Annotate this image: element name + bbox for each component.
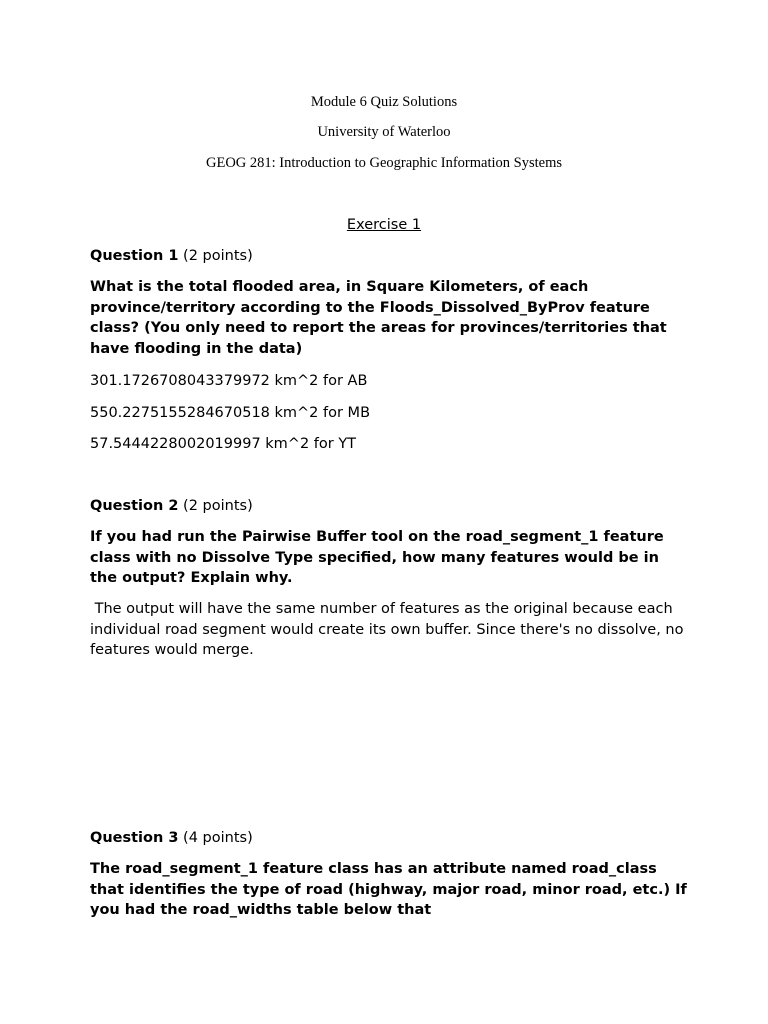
course-name: GEOG 281: Introduction to Geographic Information Systems xyxy=(206,155,562,171)
question-1-prompt: What is the total flooded area, in Square Kilometers, of each province/territory according to the Floods_Dissolved_ByProv feature class? (You only need to report the areas for provinces/territories that have flooding in the data) xyxy=(90,279,667,358)
question-1-label: Question 1 xyxy=(90,248,179,264)
question-2-heading xyxy=(90,496,690,517)
exercise-heading xyxy=(0,216,768,234)
question-1-answer-mb: 550.2275155284670518 km^2 for MB xyxy=(90,405,371,421)
document-title: Module 6 Quiz Solutions xyxy=(310,94,458,110)
question-3-label: Question 3 xyxy=(90,830,179,846)
question-3-heading xyxy=(90,828,690,849)
institution-name: University of Waterloo xyxy=(317,124,451,140)
question-3-points: (4 points) xyxy=(183,830,253,846)
question-1-answer-yt: 57.5444228002019997 km^2 for YT xyxy=(90,436,357,452)
question-3-prompt: The road_segment_1 feature class has an attribute named road_class that identifies the type of road (highway, major road, minor road, etc.) If you had the road_widths table below that xyxy=(90,861,687,919)
question-2-label: Question 2 xyxy=(90,498,179,514)
question-1-answer-ab: 301.1726708043379972 km^2 for AB xyxy=(90,373,368,389)
question-1-points: (2 points) xyxy=(183,248,253,264)
question-2-points: (2 points) xyxy=(183,498,253,514)
exercise-title: Exercise 1 xyxy=(346,217,422,233)
question-1-heading xyxy=(90,246,690,267)
question-2-answer: The output will have the same number of features as the original because each individual road segment would create its own buffer. Since there's no dissolve, no features would merge. xyxy=(90,601,689,659)
question-2-prompt: If you had run the Pairwise Buffer tool on the road_segment_1 feature class with no Dissolve Type specified, how many features would be in the output? Explain why. xyxy=(90,529,664,587)
